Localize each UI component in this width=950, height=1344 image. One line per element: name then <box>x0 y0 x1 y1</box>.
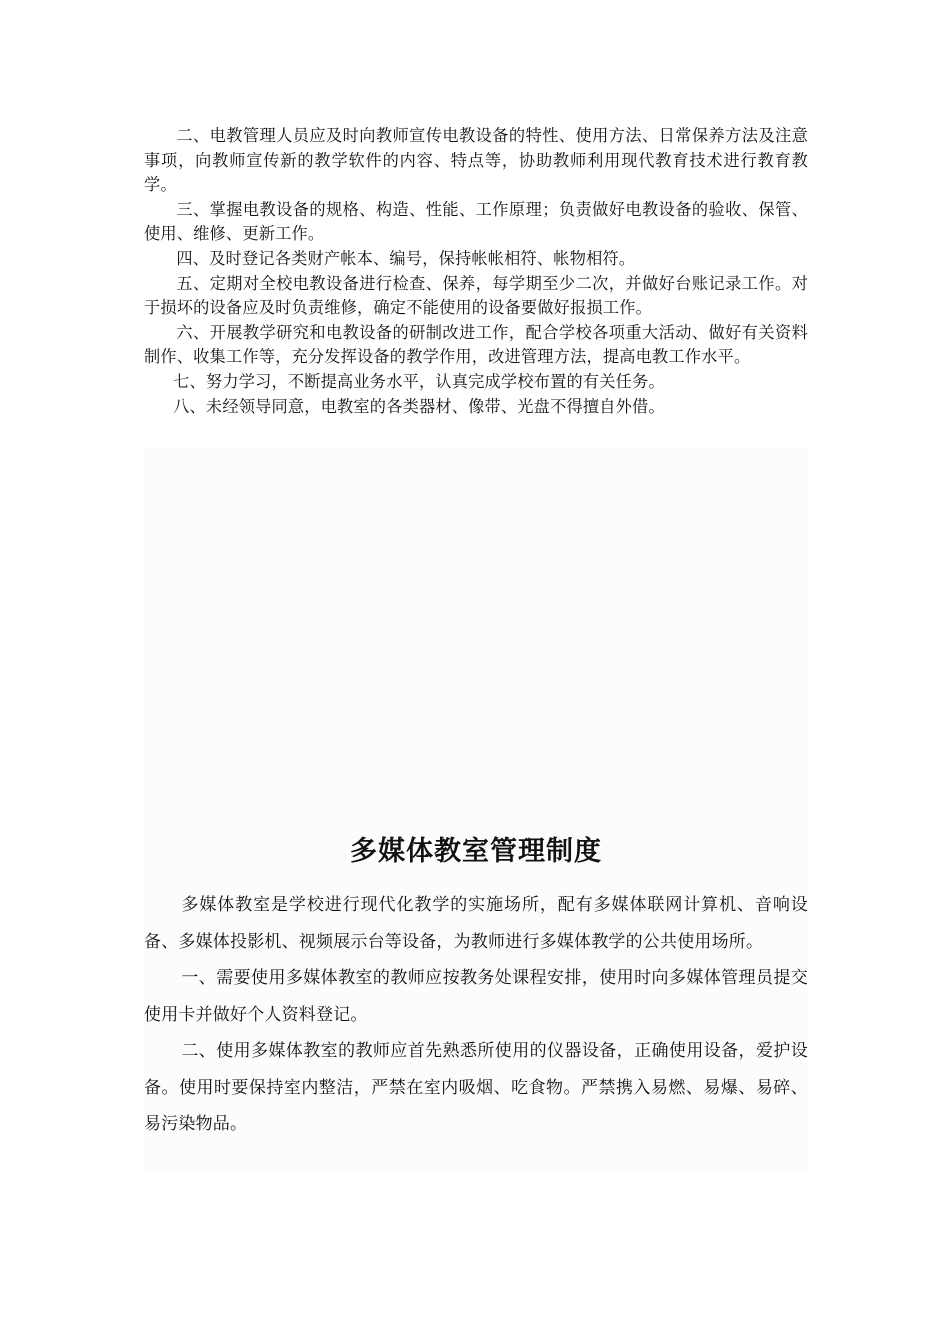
rule-paragraph-1: 一、需要使用多媒体教室的教师应按教务处课程安排，使用时向多媒体管理员提交使用卡并做好个人资料登记。 <box>144 968 808 1025</box>
rule-paragraph-2: 二、电教管理人员应及时向教师宣传电教设备的特性、使用方法、日常保养方法及注意事项，向教师宣传新的教学软件的内容、特点等，协助教师利用现代教育技术进行教育教学。 <box>144 126 808 195</box>
rule-paragraph-4: 四、及时登记各类财产帐本、编号，保持帐帐相符、帐物相符。 <box>176 248 636 268</box>
rule-paragraph-5: 五、定期对全校电教设备进行检查、保养，每学期至少二次，并做好台账记录工作。对于损坏的设备应及时负责维修，确定不能使用的设备要做好报损工作。 <box>144 273 808 318</box>
intro-paragraph: 多媒体教室是学校进行现代化教学的实施场所，配有多媒体联网计算机、音响设备、多媒体投影机、视频展示台等设备，为教师进行多媒体教学的公共使用场所。 <box>144 895 808 952</box>
rule-paragraph-8: 八、未经领导同意，电教室的各类器材、像带、光盘不得擅自外借。 <box>173 396 665 416</box>
equipment-management-rules <box>144 124 808 419</box>
multimedia-classroom-title: 多媒体教室管理制度 <box>350 836 602 867</box>
multimedia-classroom-rules <box>144 887 808 1143</box>
rule-paragraph-6: 六、开展教学研究和电教设备的研制改进工作，配合学校各项重大活动、做好有关资料制作、收集工作等，充分发挥设备的教学作用，改进管理方法，提高电教工作水平。 <box>144 322 808 367</box>
rule-paragraph-3: 三、掌握电教设备的规格、构造、性能、工作原理；负责做好电教设备的验收、保管、使用、维修、更新工作。 <box>144 199 808 244</box>
rule-paragraph-2: 二、使用多媒体教室的教师应首先熟悉所使用的仪器设备，正确使用设备，爱护设备。使用时要保持室内整洁，严禁在室内吸烟、吃食物。严禁携入易燃、易爆、易碎、易污染物品。 <box>144 1041 808 1134</box>
rule-paragraph-7: 七、努力学习，不断提高业务水平，认真完成学校布置的有关任务。 <box>173 371 665 391</box>
